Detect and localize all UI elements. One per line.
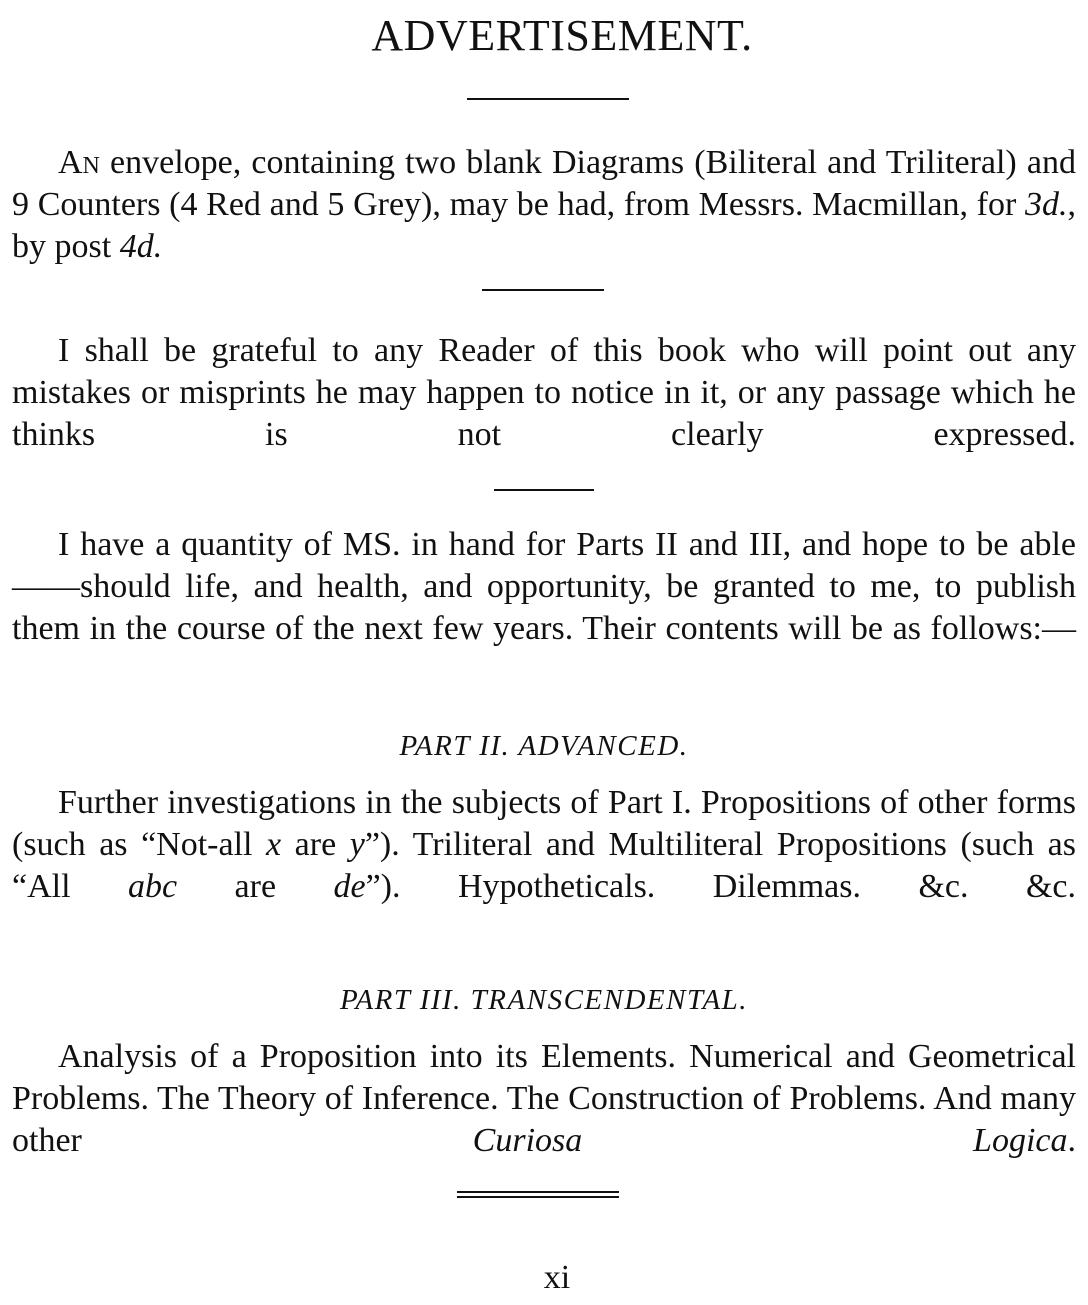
page-heading: ADVERTISEMENT. [371, 11, 753, 60]
book-page [12, 0, 1076, 1305]
envelope-paragraph [12, 142, 1076, 268]
closing-double-rule [457, 1191, 619, 1193]
envelope-lead-word: An [58, 144, 100, 181]
plans-paragraph [12, 524, 1076, 650]
envelope-text-b: , by post [12, 186, 1076, 265]
part-three-text-a: Analysis of a Proposition into its Elements. Numerical and Geometrical Problems. The Theory of Inference. The Construction of Problems. And many other [12, 1038, 1076, 1159]
part-two-var-y: y [349, 826, 365, 863]
part-three-curiosa: Curiosa Logica [472, 1122, 1068, 1159]
part-two-text-c: ”). Triliteral and Multiliteral Propositions (such as “All [12, 826, 1076, 905]
part-two-title: PART II. ADVANCED. [399, 730, 689, 762]
envelope-text-a: envelope, containing two blank Diagrams (Biliteral and Triliteral) and 9 Counters (4 Red and 5 Grey), may be had, from Messrs. Macmillan, for [12, 144, 1076, 223]
part-three-title: PART III. TRANSCENDENTAL. [339, 984, 749, 1016]
part-three-text-b: . [1067, 1122, 1076, 1159]
part-two-text-b: are [281, 826, 350, 863]
part-three-paragraph [12, 1036, 1076, 1162]
errata-text: I shall be grateful to any Reader of this book who will point out any mistakes or misprints he may happen to notice in it, or any passage which he thinks is not clearly expressed. [12, 332, 1076, 453]
part-two-var-x: x [266, 826, 282, 863]
section-rule-2 [494, 489, 594, 491]
part-two-var-abc: abc [128, 868, 178, 905]
errata-paragraph [12, 330, 1076, 456]
part-two-paragraph [12, 782, 1076, 908]
envelope-price-1: 3d. [1025, 186, 1068, 223]
part-two-text-d: are [177, 868, 334, 905]
section-rule-1 [482, 289, 604, 291]
part-two-text-a: Further investigations in the subjects of Part I. Propositions of other forms (such as “Not-all [12, 784, 1076, 863]
plans-text: I have a quantity of MS. in hand for Parts II and III, and hope to be able——should life, and health, and opportunity, be granted to me, to publish them in the course of the next few years. Their contents will be as follows:— [12, 526, 1076, 647]
page-number: xi [543, 1259, 571, 1296]
part-two-var-de: de [333, 868, 366, 905]
envelope-price-2: 4d. [119, 228, 163, 265]
part-two-text-e: ”). Hypotheticals. Dilemmas. &c. &c. [365, 868, 1076, 905]
heading-rule [467, 98, 629, 100]
